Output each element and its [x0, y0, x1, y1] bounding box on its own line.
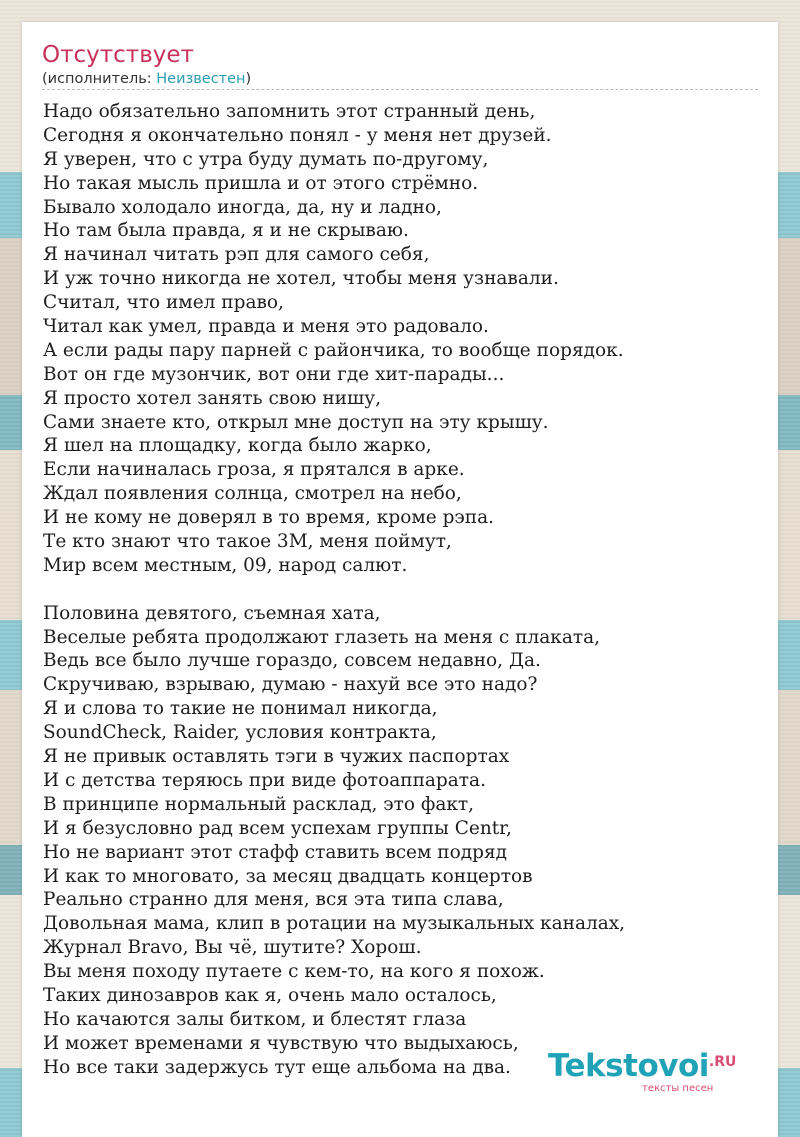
lyric-line: И уж точно никогда не хотел, чтобы меня узнавали. — [43, 268, 559, 290]
lyric-line: Журнал Bravo, Вы чё, шутите? Хорош. — [43, 937, 422, 959]
lyric-line: И я безусловно рад всем успехам группы Centr, — [43, 817, 512, 839]
lyric-line: Сами знаете кто, открыл мне доступ на эту крышу. — [43, 411, 549, 433]
logo-tld: .RU — [708, 1054, 737, 1070]
lyric-line — [43, 578, 763, 602]
lyric-line: Если начиналась гроза, я прятался в арке. — [43, 459, 465, 481]
lyric-line: Я начинал читать рэп для самого себя, — [43, 244, 430, 266]
lyric-line: Считал, что имел право, — [43, 292, 284, 314]
lyric-line: И не кому не доверял в то время, кроме рэпа. — [43, 507, 495, 529]
lyric-line: Сегодня я окончательно понял - у меня нет друзей. — [43, 124, 552, 146]
lyric-line: Вы меня походу путаете с кем-то, на кого я похож. — [43, 961, 545, 983]
logo-tagline: тексты песен — [642, 1083, 714, 1094]
logo-name: Tekstovoi — [548, 1048, 709, 1084]
lyric-line: Я шел на площадку, когда было жарко, — [43, 435, 432, 457]
lyric-line: И как то многовато, за месяц двадцать концертов — [43, 865, 533, 887]
lyric-line: Таких динозавров как я, очень мало осталось, — [43, 984, 497, 1006]
lyric-line: Но там была правда, я и не скрываю. — [43, 220, 409, 242]
lyric-line: Половина девятого, съемная хата, — [43, 602, 381, 624]
lyric-line: Читал как умел, правда и меня это радовало. — [43, 316, 489, 338]
lyric-line: Бывало холодало иногда, да, ну и ладно, — [43, 196, 442, 218]
lyric-line: Реально странно для меня, вся эта типа слава, — [43, 889, 504, 911]
song-title: Отсутствует — [42, 42, 194, 68]
lyric-line: И может временами я чувствую что выдыхаюсь, — [43, 1032, 519, 1054]
lyric-line: Но качаются залы битком, и блестят глаза — [43, 1008, 467, 1030]
lyric-line: Веселые ребята продолжают глазеть на меня с плаката, — [43, 626, 601, 648]
lyric-line: Но не вариант этот стафф ставить всем подряд — [43, 841, 508, 863]
lyric-line: Вот он где музончик, вот они где хит-парады... — [43, 363, 505, 385]
artist-suffix: ) — [245, 71, 252, 87]
lyric-line: Надо обязательно запомнить этот странный день, — [43, 101, 536, 122]
lyric-line: Но такая мысль пришла и от этого стрёмно. — [43, 172, 479, 194]
lyric-line: Ведь все было лучше гораздо, совсем недавно, Да. — [43, 650, 541, 672]
lyrics-card — [22, 22, 778, 1137]
artist-link[interactable]: Неизвестен — [156, 71, 246, 87]
lyric-line: Скручиваю, взрываю, думаю - нахуй все это надо? — [43, 674, 538, 696]
lyric-line: Я просто хотел занять свою нишу, — [43, 387, 381, 409]
lyric-line: И с детства теряюсь при виде фотоаппарата. — [43, 769, 486, 791]
lyric-line: Я уверен, что с утра буду думать по-другому, — [43, 148, 489, 170]
lyric-line: В принципе нормальный расклад, это факт, — [43, 793, 475, 815]
lyrics-text — [43, 100, 763, 1080]
lyric-line: Я и слова то такие не понимал никогда, — [43, 698, 438, 720]
lyric-line: Я не привык оставлять тэги в чужих паспортах — [43, 746, 510, 768]
lyric-line: Но все таки задержусь тут еще альбома на два. — [43, 1056, 511, 1078]
lyric-line: SoundCheck, Raider, условия контракта, — [43, 722, 437, 744]
lyric-line: Ждал появления солнца, смотрел на небо, — [43, 483, 462, 505]
lyric-line: Мир всем местным, 09, народ салют. — [43, 554, 408, 576]
lyric-line: Те кто знают что такое 3М, меня поймут, — [43, 531, 452, 553]
lyric-line: А если рады пару парней с райончика, то вообще порядок. — [43, 339, 624, 361]
site-logo[interactable] — [548, 1048, 737, 1094]
artist-prefix: (исполнитель: — [42, 71, 157, 87]
artist-line — [42, 71, 251, 87]
title-divider — [42, 89, 758, 90]
lyric-line: Довольная мама, клип в ротации на музыкальных каналах, — [43, 913, 626, 935]
